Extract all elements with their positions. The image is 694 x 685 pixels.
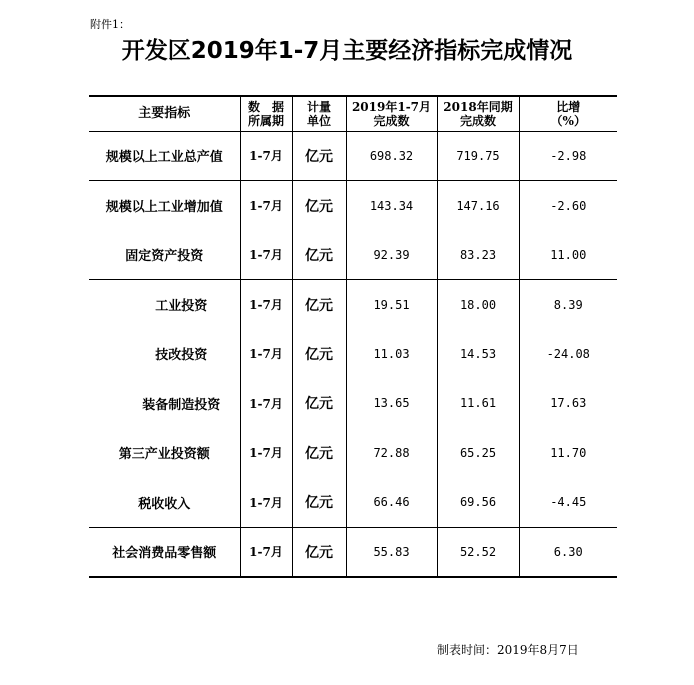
table-header-row xyxy=(89,96,617,131)
unit: 亿元 xyxy=(292,181,346,231)
previous-value: 11.61 xyxy=(437,379,519,429)
table-row xyxy=(89,379,617,429)
growth-value: 6.30 xyxy=(519,527,617,577)
growth-value: 8.39 xyxy=(519,280,617,330)
current-value: 13.65 xyxy=(346,379,437,429)
table-row xyxy=(89,428,617,478)
header-current: 2019年1-7月 完成数 xyxy=(346,96,437,131)
unit: 亿元 xyxy=(292,230,346,280)
previous-value: 52.52 xyxy=(437,527,519,577)
period: 1-7月 xyxy=(240,131,292,181)
current-value: 143.34 xyxy=(346,181,437,231)
table-row xyxy=(89,478,617,528)
current-value: 19.51 xyxy=(346,280,437,330)
indicator-name: 规模以上工业总产值 xyxy=(89,131,240,181)
period: 1-7月 xyxy=(240,527,292,577)
previous-value: 83.23 xyxy=(437,230,519,280)
indicators-table xyxy=(89,95,617,578)
header-previous: 2018年同期 完成数 xyxy=(437,96,519,131)
period: 1-7月 xyxy=(240,329,292,379)
growth-value: 11.70 xyxy=(519,428,617,478)
current-value: 72.88 xyxy=(346,428,437,478)
growth-value: -2.98 xyxy=(519,131,617,181)
period: 1-7月 xyxy=(240,230,292,280)
unit: 亿元 xyxy=(292,131,346,181)
unit: 亿元 xyxy=(292,379,346,429)
indicator-name: 固定资产投资 xyxy=(89,230,240,280)
table-row xyxy=(89,181,617,231)
indicator-name: 规模以上工业增加值 xyxy=(89,181,240,231)
indicator-name: 税收收入 xyxy=(89,478,240,528)
indicator-name: 工业投资 xyxy=(89,280,240,330)
indicator-name: 第三产业投资额 xyxy=(89,428,240,478)
unit: 亿元 xyxy=(292,527,346,577)
table-row xyxy=(89,280,617,330)
previous-value: 719.75 xyxy=(437,131,519,181)
indicator-name: 装备制造投资 xyxy=(89,379,240,429)
growth-value: -4.45 xyxy=(519,478,617,528)
indicator-name: 社会消费品零售额 xyxy=(89,527,240,577)
previous-value: 69.56 xyxy=(437,478,519,528)
previous-value: 18.00 xyxy=(437,280,519,330)
current-value: 92.39 xyxy=(346,230,437,280)
period: 1-7月 xyxy=(240,428,292,478)
table-row xyxy=(89,131,617,181)
unit: 亿元 xyxy=(292,428,346,478)
growth-value: -24.08 xyxy=(519,329,617,379)
previous-value: 147.16 xyxy=(437,181,519,231)
compile-date: 制表时间：2019年8月7日 xyxy=(437,643,579,657)
header-unit: 计量 单位 xyxy=(292,96,346,131)
page-title: 开发区2019年1-7月主要经济指标完成情况 xyxy=(121,38,573,64)
previous-value: 65.25 xyxy=(437,428,519,478)
growth-value: -2.60 xyxy=(519,181,617,231)
current-value: 66.46 xyxy=(346,478,437,528)
previous-value: 14.53 xyxy=(437,329,519,379)
table-row xyxy=(89,527,617,577)
unit: 亿元 xyxy=(292,280,346,330)
period: 1-7月 xyxy=(240,280,292,330)
table-row xyxy=(89,230,617,280)
header-growth: 比增 （%） xyxy=(519,96,617,131)
unit: 亿元 xyxy=(292,329,346,379)
attachment-label: 附件1： xyxy=(90,18,130,31)
growth-value: 17.63 xyxy=(519,379,617,429)
current-value: 698.32 xyxy=(346,131,437,181)
period: 1-7月 xyxy=(240,379,292,429)
unit: 亿元 xyxy=(292,478,346,528)
period: 1-7月 xyxy=(240,478,292,528)
current-value: 11.03 xyxy=(346,329,437,379)
growth-value: 11.00 xyxy=(519,230,617,280)
indicator-name: 技改投资 xyxy=(89,329,240,379)
header-period: 数 据 所属期 xyxy=(240,96,292,131)
table-row xyxy=(89,329,617,379)
period: 1-7月 xyxy=(240,181,292,231)
current-value: 55.83 xyxy=(346,527,437,577)
header-indicator: 主要指标 xyxy=(89,96,240,131)
